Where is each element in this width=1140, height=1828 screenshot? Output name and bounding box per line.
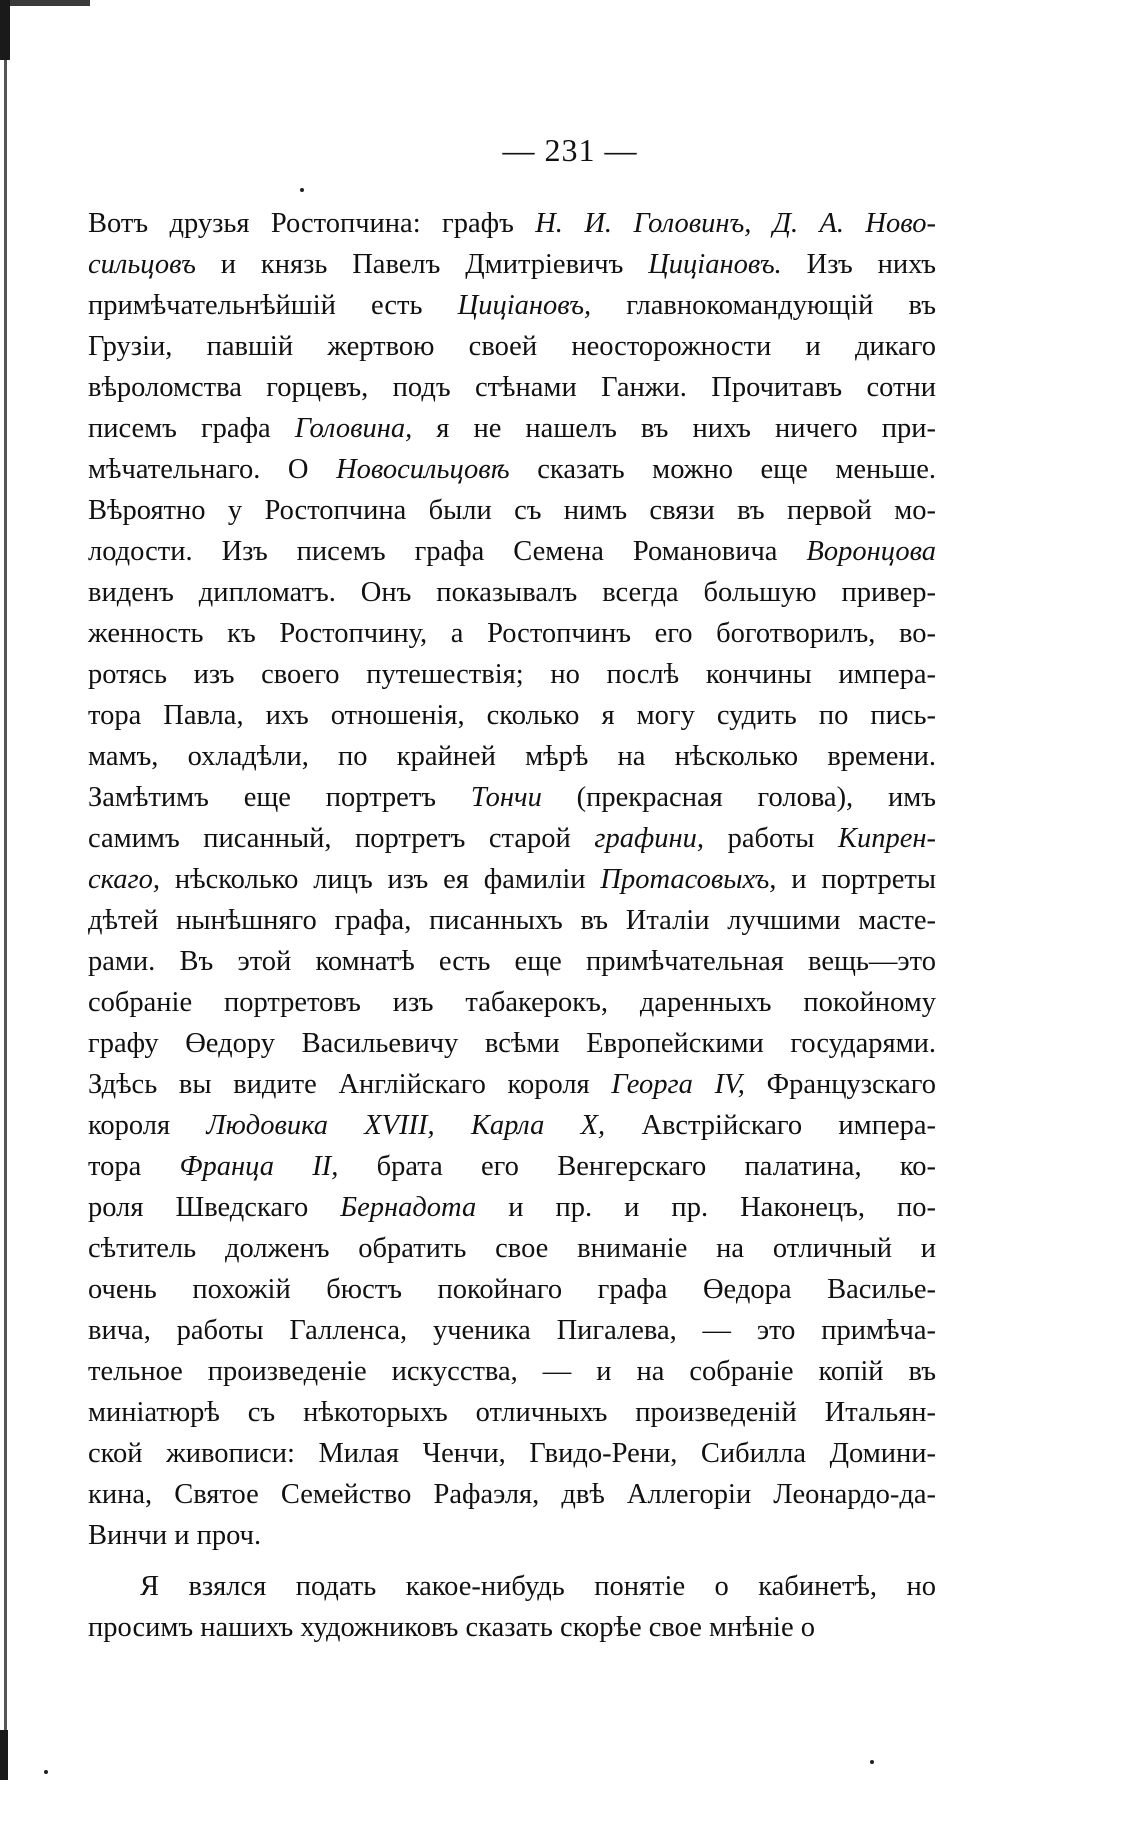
text-line: Вѣроятно у Ростопчина были съ нимъ связи въ первой мо- (88, 495, 936, 526)
text-line: вича, работы Галленса, ученика Пигалева, — это примѣча- (88, 1315, 936, 1346)
scan-speck (870, 1760, 874, 1764)
text-line: мѣчательнаго. О Новосильцовѣ сказать можно еще меньше. (88, 454, 936, 485)
italic-name: Н. И. Головинъ, Д. А. Ново- (535, 208, 936, 239)
text-line: рами. Въ этой комнатѣ есть еще примѣчательная вещь—это (88, 946, 936, 977)
text-line: Замѣтимъ еще портретъ Тончи (прекрасная голова), имъ (88, 782, 936, 813)
italic-name: Протасовыхъ, (600, 864, 777, 895)
italic-name: графини, (594, 823, 704, 854)
italic-name: Франца II, (179, 1151, 339, 1182)
text-line: собраніе портретовъ изъ табакерокъ, даренныхъ покойному (88, 987, 936, 1018)
italic-name: Воронцова (806, 536, 936, 567)
text-line: миніатюрѣ съ нѣкоторыхъ отличныхъ произведеній Итальян- (88, 1397, 936, 1428)
text-line: тельное произведеніе искусства, — и на собраніе копій въ (88, 1356, 936, 1387)
italic-name: сильцовъ (88, 249, 196, 280)
paragraph (88, 203, 936, 1556)
scan-edge-fleck (10, 0, 90, 6)
text-line: кина, Святое Семейство Рафаэля, двѣ Аллегоріи Леонардо-да- (88, 1479, 936, 1510)
text-line: Здѣсь вы видите Англійскаго короля Георга IV, Французскаго (88, 1069, 937, 1100)
text-line: дѣтей нынѣшняго графа, писанныхъ въ Италіи лучшими масте- (88, 905, 936, 936)
text-line: просимъ нашихъ художниковъ сказать скорѣе свое мнѣніе о (88, 1612, 816, 1643)
text-line: писемъ графа Головина, я не нашелъ въ нихъ ничего при- (88, 413, 936, 444)
text-line: самимъ писанный, портретъ старой графини, работы Кипрен- (88, 823, 936, 854)
scan-edge-mark-top (0, 0, 10, 60)
italic-name: Бернадота (340, 1192, 477, 1223)
body-text (88, 203, 936, 1648)
italic-name: Георга IV, (611, 1069, 745, 1100)
italic-name: Цицiановъ, (457, 290, 592, 321)
page-number: — 231 — (502, 132, 638, 168)
scan-edge-mark-bottom (0, 1730, 8, 1780)
text-line: женность къ Ростопчину, а Ростопчинъ его боготворилъ, во- (88, 618, 936, 649)
text-line: роля Шведскаго Бернадота и пр. и пр. Наконецъ, по- (88, 1192, 936, 1223)
italic-name: Головина, (294, 413, 413, 444)
text-line: сильцовъ и князь Павелъ Дмитріевичъ Цицiановъ. Изъ нихъ (88, 249, 936, 280)
text-line: сѣтитель долженъ обратить свое вниманіе на отличный и (88, 1233, 936, 1264)
text-line: примѣчательнѣйшій есть Цицiановъ, главнокомандующій въ (88, 290, 936, 321)
italic-name: скаго, (88, 864, 161, 895)
scan-edge-line (4, 60, 7, 1760)
text-line: мамъ, охладѣли, по крайней мѣрѣ на нѣсколько времени. (88, 741, 936, 772)
text-line: тора Павла, ихъ отношенія, сколько я могу судить по пись- (88, 700, 936, 731)
italic-name: Кипрен- (838, 823, 936, 854)
text-line: ской живописи: Милая Ченчи, Гвидо-Рени, Сибилла Домини- (88, 1438, 936, 1469)
text-line: виденъ дипломатъ. Онъ показывалъ всегда большую привер- (88, 577, 936, 608)
text-line: графу Өедору Васильевичу всѣми Европейскими государями. (88, 1028, 936, 1059)
paragraph-gap (88, 1556, 936, 1566)
text-line: скаго, нѣсколько лицъ изъ ея фамиліи Протасовыхъ, и портреты (88, 864, 937, 895)
paragraph (88, 1566, 936, 1648)
italic-name: Новосильцовѣ (336, 454, 510, 485)
text-line: лодости. Изъ писемъ графа Семена Романовича Воронцова (88, 536, 936, 567)
italic-name: Цицiановъ. (648, 249, 782, 280)
text-line: Я взялся подать какое-нибудь понятіе о кабинетѣ, но (140, 1571, 936, 1602)
text-line: тора Франца II, брата его Венгерскаго палатина, ко- (88, 1151, 937, 1182)
text-line: Винчи и проч. (88, 1520, 262, 1551)
text-line: очень похожій бюстъ покойнаго графа Өедора Василье- (88, 1274, 936, 1305)
italic-name: Тончи (470, 782, 542, 813)
scan-speck (300, 188, 304, 192)
text-line: Грузіи, павшій жертвою своей неосторожности и дикаго (88, 331, 936, 362)
scan-speck (44, 1770, 48, 1774)
text-line: Вотъ друзья Ростопчина: графъ Н. И. Головинъ, Д. А. Ново- (88, 208, 936, 239)
text-line: вѣроломства горцевъ, подъ стѣнами Ганжи. Прочитавъ сотни (88, 372, 936, 403)
text-line: ротясь изъ своего путешествія; но послѣ кончины импера- (88, 659, 936, 690)
text-line: короля Людовика XVIII, Карла X, Австрійскаго импера- (88, 1110, 937, 1141)
italic-name: Людовика XVIII, Карла X, (206, 1110, 606, 1141)
